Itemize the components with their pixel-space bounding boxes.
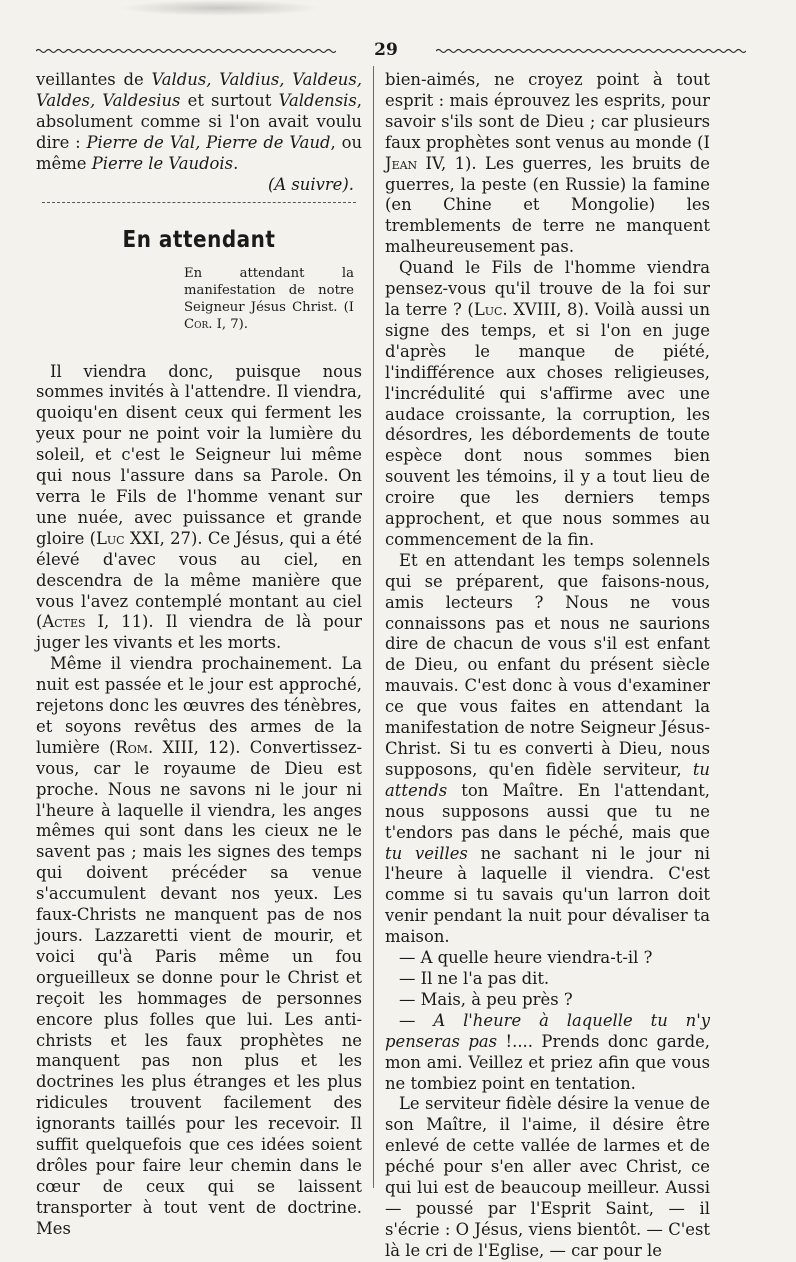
- to-be-continued: (A suivre).: [267, 174, 354, 194]
- column-divider: [373, 66, 374, 1188]
- header-wavy-rule-right: [436, 48, 746, 54]
- header-wavy-rule-left: [36, 48, 336, 54]
- paragraph: bien-aimés, ne croyez point à tout esprit : mais éprouvez les esprits, pour savoir s'ils sont de Dieu ; car plusieurs faux prophètes sont venus au monde (I Jean IV, 1). Les guerres, les bruits de guerres, la peste (en Russie) la famine (en Chine et Mongolie) les tremblements de terre ne manquent malheureusement pas.: [385, 70, 710, 257]
- section-rule: [42, 202, 356, 203]
- paragraph: Quand le Fils de l'homme viendra pensez-vous qu'il trouve de la foi sur la terre ? (Luc. XVIII, 8). Voilà aussi un signe des temps, et si l'on en juge d'après le manque de piété, l'indifférence aux choses religieuses, l'incrédulité qui s'affirme avec une audace croissante, la corruption, les désordres, les débordements de toute espèce dont nous sommes bien souvent les témoins, il y a tout lieu de croire que les derniers temps approchent, et que nous sommes au commencement de la fin.: [385, 258, 711, 549]
- paragraph: Il viendra donc, puisque nous sommes invités à l'attendre. Il viendra, quoiqu'en disent ceux qui ferment les yeux pour ne point voir la lumière du soleil, et c'est le Seigneur lui même qui nous l'assure dans sa Parole. On verra le Fils de l'homme venant sur une nuée, avec puissance et grande gloire (Luc XXI, 27). Ce Jésus, qui a été élevé d'avec vous au ciel, en descendra de la même manière que vous l'avez contemplé montant au ciel (Actes I, 11). Il viendra de là pour juger les vivants et les morts.: [36, 361, 363, 653]
- dialogue-line: — A l'heure à laquelle tu n'y penseras pas !.... Prends donc garde, mon ami. Veillez et priez afin que vous ne tombiez point en tentation.: [385, 1010, 711, 1093]
- dialogue-line: — Mais, à peu près ?: [399, 989, 573, 1009]
- left-column: [36, 70, 362, 1240]
- paragraph: Et en attendant les temps solennels qui se préparent, que faisons-nous, amis lecteurs ? Nous ne vous connaissons pas et nous ne saurions dire de chacun de vous s'il est enfant de Dieu, ou enfant du présent siècle mauvais. C'est donc à vous d'examiner ce que vous faites en attendant la manifestation de notre Seigneur Jésus-Christ. Si tu es converti à Dieu, nous supposons, qu'en fidèle serviteur, tu attends ton Maître. En l'attendant, nous supposons aussi que tu ne t'endors pas dans le péché, mais que tu veilles ne sachant ni le jour ni l'heure à laquelle il viendra. C'est comme si tu savais qu'un larron doit venir pendant la nuit pour dévaliser ta maison.: [385, 550, 710, 947]
- page-header: [36, 40, 746, 62]
- article-title: En attendant: [122, 225, 276, 254]
- paragraph: Même il viendra prochainement. La nuit est passée et le jour est approché, rejetons donc les œuvres des ténèbres, et soyons revêtus des armes de la lumière (Rom. XIII, 12). Convertissez-vous, car le royaume de Dieu est proche. Nous ne savons ni le jour ni l'heure à laquelle il viendra, les anges mêmes qui sont dans les cieux ne le savent pas ; mais les signes des temps qui doivent précéder sa venue s'accumulent devant nos yeux. Les faux-Christs ne manquent pas de nos jours. Lazzaretti vient de mourir, et voici qu'à Paris même un fou orgueilleux se donne pour le Christ et reçoit les hommages de personnes encore plus folles que lui. Les anti-christs et les faux prophètes ne manquent pas non plus et les doctrines les plus étranges et les plus ridicules trouvent facilement des ignorants taillés pour les recevoir. Il suffit quelquefois que ces idées soient drôles pour faire leur chemin dans le cœur de ceux qui se laissent transporter à tout vent de doctrine. Mes: [36, 654, 363, 1238]
- dialogue-line: — Il ne l'a pas dit.: [399, 968, 550, 988]
- print-smudge: [120, 0, 320, 16]
- right-column: [385, 70, 710, 1262]
- page-number: 29: [374, 40, 398, 60]
- intro-paragraph: veillantes de Valdus, Valdius, Valdeus, Valdes, Valdesius et surtout Valdensis, absolument comme si l'on avait voulu dire : Pierre de Val, Pierre de Vaud, ou même Pierre le Vaudois.: [36, 70, 362, 173]
- epigraph: En attendant la manifestation de notre Seigneur Jésus Christ. (I Cor. I, 7).: [184, 266, 354, 332]
- dialogue-line: — A quelle heure viendra-t-il ?: [399, 948, 653, 968]
- paragraph: Le serviteur fidèle désire la venue de son Maître, il l'aime, il désire être enlevé de cette vallée de larmes et de péché pour s'en aller avec Christ, ce qui lui est de beaucoup meilleur. Aussi — poussé par l'Esprit Saint, — il s'écrie : O Jésus, viens bientôt. — C'est là le cri de l'Eglise, — car pour le: [385, 1094, 710, 1260]
